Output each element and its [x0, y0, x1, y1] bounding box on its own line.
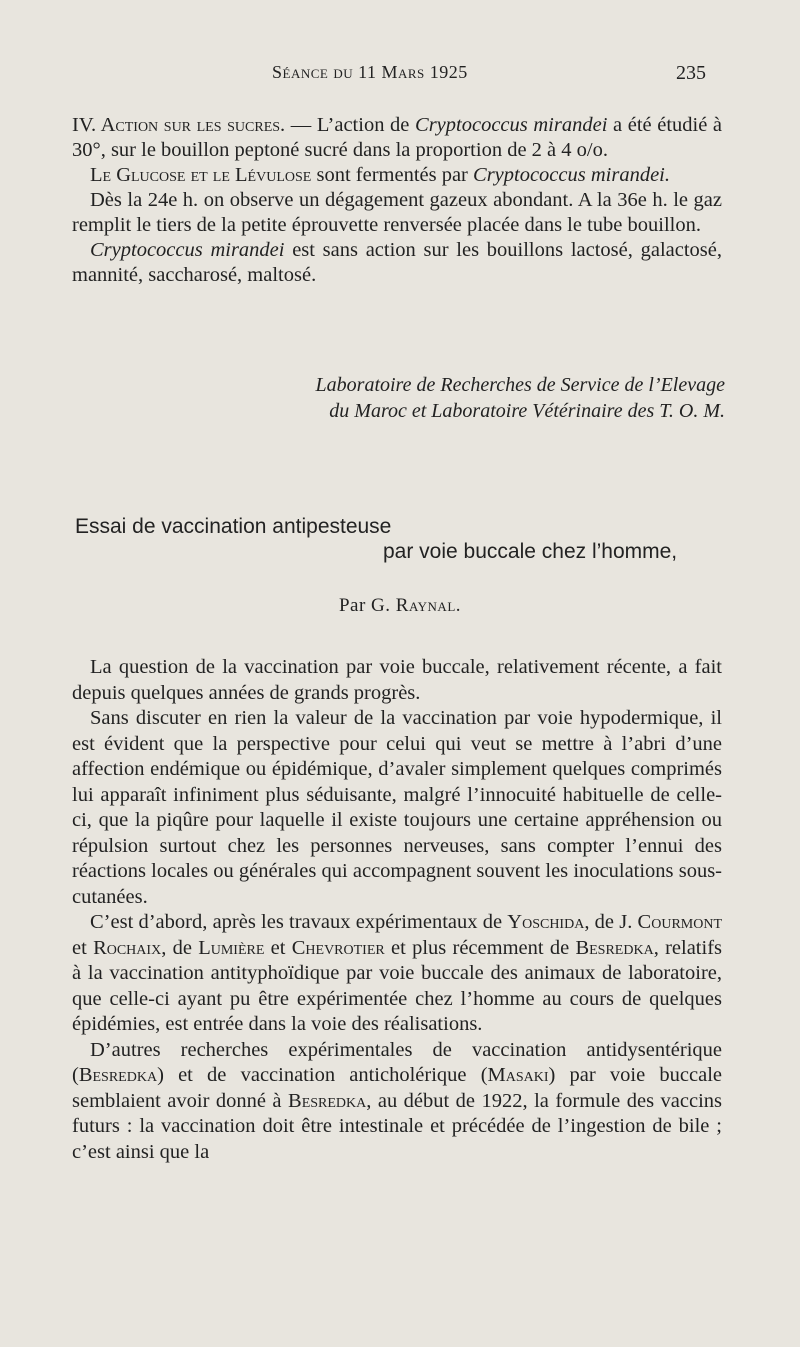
author-name: Raynal. — [395, 595, 462, 616]
author-ref: Besredka — [575, 936, 654, 959]
article-body — [72, 655, 722, 1165]
paragraph: IV. Action sur les sucres. — L’action de Cryptococcus mirandei a été étudié à 30°, sur le bouillon peptoné sucré dans la proportion de 2 à 4 o/o. — [72, 114, 723, 161]
paragraph: La question de la vaccination par voie buccale, relativement récente, a fait depuis quelques années de grands progrès. — [72, 656, 722, 704]
author-ref: Besredka — [78, 1064, 158, 1086]
species-name: Cryptococcus mirandei. — [473, 164, 671, 186]
sugar-names: Le Glucose et le Lévulose — [90, 164, 312, 186]
species-name: Cryptococcus mirandei — [90, 239, 285, 261]
author-ref: Courmont — [637, 911, 722, 933]
section-heading: IV. Action sur les sucres. — [72, 114, 286, 136]
author-ref: Masaki — [487, 1064, 549, 1086]
section-sugar-action — [72, 113, 722, 288]
affiliation — [160, 372, 725, 424]
author-ref: Besredka — [288, 1089, 367, 1112]
author-ref: Yoschida — [507, 911, 585, 933]
page-number: 235 — [676, 62, 706, 84]
affiliation-line: Laboratoire de Recherches de Service de l’Elevage — [315, 374, 725, 396]
author-ref: Lumière — [198, 936, 265, 959]
paragraph: C’est d’abord, après les travaux expérimentaux de Yoschida, de J. Courmont et Rochaix, de Lumière et Chevrotier et plus récemment de Besredka, relatifs à la vaccination antityphoïdique par voie buccale des animaux de laboratoire, que celle-ci ayant pu être expérimentée chez l’homme au cours de quelques épidémies, est entrée dans la voie des réalisations. — [72, 911, 722, 1035]
author-ref: Chevrotier — [291, 936, 385, 959]
article-title-line2: par voie buccale chez l’homme, — [383, 540, 678, 563]
running-head: Séance du 11 Mars 1925 — [272, 62, 468, 82]
article-title-line1: Essai de vaccination antipesteuse — [75, 515, 392, 538]
paragraph: Le Glucose et le Lévulose sont fermentés par Cryptococcus mirandei. — [90, 164, 671, 186]
species-name: Cryptococcus mirandei — [415, 114, 608, 136]
author-ref: Rochaix — [93, 936, 162, 959]
paragraph: Sans discuter en rien la valeur de la vaccination par voie hypodermique, il est évident que la perspective pour celui qui veut se mettre à l’abri d’une affection endémique ou épidémique, d’avaler simplement quelques comprimés lui apparaît infiniment plus séduisante, malgré l’innocuité habituelle de celle-ci, que la piqûre pour laquelle il existe toujours une certaine appréhension ou répulsion surtout chez les personnes nerveuses, sans compter l’ennui des réactions locales ou générales qui accompagnent souvent les inoculations sous-cutanées. — [72, 707, 722, 908]
paragraph: D’autres recherches expérimentales de vaccination antidysentérique (Besredka) et de vaccination anticholérique (Masaki) par voie buccale semblaient avoir donné à Besredka, au début de 1922, la formule des vaccins futurs : la vaccination doit être intestinale et précédée de l’ingestion de bile ; c’est ainsi que la — [72, 1038, 722, 1163]
paragraph: Cryptococcus mirandei est sans action sur les bouillons lactosé, galactosé, mannité, saccharosé, maltosé. — [72, 239, 722, 286]
author-line: Par G. Raynal. — [338, 595, 462, 616]
page-header — [0, 62, 800, 90]
affiliation-line: du Maroc et Laboratoire Vétérinaire des T. O. M. — [329, 400, 725, 422]
paragraph: Dès la 24e h. on observe un dégagement gazeux abondant. A la 36e h. le gaz remplit le tiers de la petite éprouvette renversée placée dans le tube bouillon. — [72, 189, 722, 236]
